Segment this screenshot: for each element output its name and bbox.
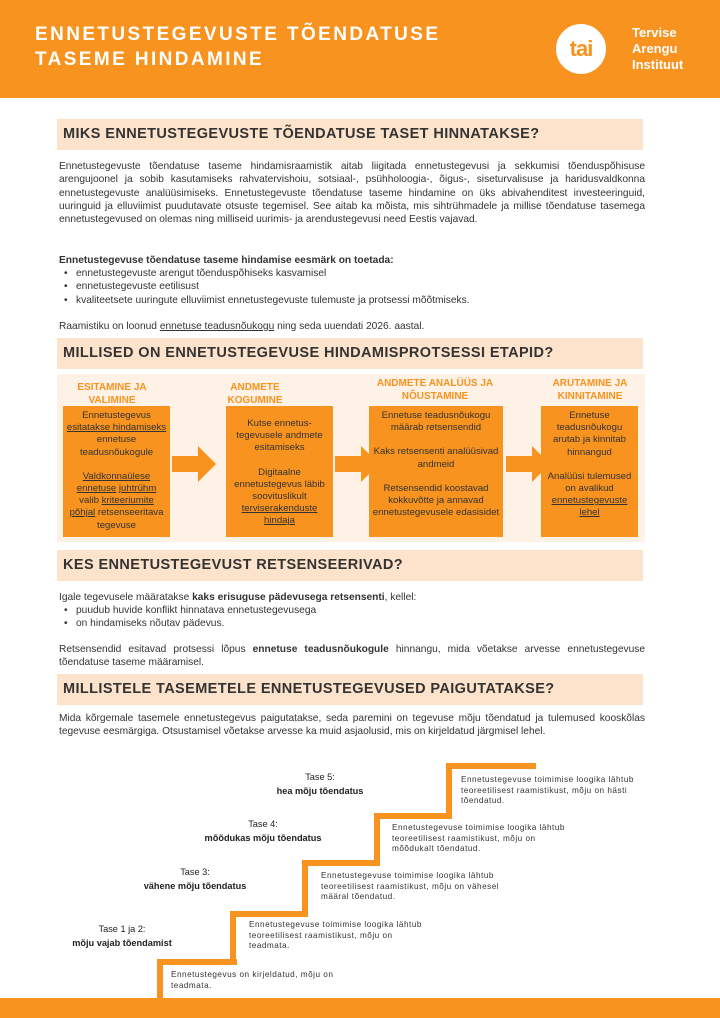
- logo-text-line1: Tervise: [632, 25, 677, 40]
- step-collection-text2a: Digitaalne ennetustegevus läbib soovituslikult: [234, 466, 325, 503]
- reviewers-closing: [59, 643, 645, 670]
- level-1-tread: [157, 959, 237, 965]
- goal-list: [64, 267, 644, 307]
- step-box-approval: [541, 406, 638, 537]
- submission-link[interactable]: esitatakse hindamiseks: [66, 422, 167, 434]
- step-box-submission: [63, 406, 170, 537]
- criteria-link[interactable]: kriteeriumite põhjal: [69, 495, 154, 519]
- step-submission-text1b: ennetuse teadusnõukogule: [79, 434, 154, 458]
- health-app-link[interactable]: terviserakenduste hindaja: [241, 503, 318, 527]
- step-box-analysis: [369, 406, 503, 537]
- page-title-line1: ENNETUSTEGEVUSTE TÕENDATUSE: [35, 24, 441, 45]
- level-4-riser: [374, 813, 380, 865]
- step-submission-end: retsenseeritava tegevuse: [97, 507, 164, 531]
- page-title-line2: TASEME HINDAMINE: [35, 49, 265, 70]
- reviewer-conditions-list: [64, 604, 644, 631]
- steering-group-link2[interactable]: juhtrühm: [118, 483, 157, 495]
- framework-author: [59, 320, 645, 333]
- step-title-approval: ARUTAMINE JA KINNITAMINE: [552, 378, 628, 402]
- level-3-riser: [302, 860, 308, 912]
- level-2-riser: [230, 911, 236, 961]
- level-2-number: Tase 1 ja 2:: [98, 924, 146, 934]
- reviewer-condition-item: • puudub huvide konflikt hinnatava ennetustegevusega: [64, 604, 644, 617]
- level-3-description: Ennetustegevuse toimimise loogika lähtub teoreetilisest raamistikust, mõju on vähesel määral tõendatud.: [321, 871, 500, 902]
- level-4-description: Ennetustegevuse toimimise loogika lähtub teoreetilisest raamistikust, mõju on mõõdukalt tõendatud.: [392, 823, 565, 854]
- level-5-label: [258, 770, 382, 798]
- level-2-tread: [230, 911, 308, 917]
- level-5-riser: [446, 763, 452, 815]
- goal-list-item: • kvaliteetsete uuringute elluviimist ennetustegevuste tulemuste ja protsessi mõõtmiseks.: [64, 294, 644, 307]
- reviewers-closing-post: hinnangu, mida võetakse arvesse ennetustegevuse tõendatuse taseme määramisel.: [59, 644, 646, 669]
- step-collection-text2: [229, 467, 330, 528]
- framework-author-pre: Raamistiku on loonud: [59, 321, 160, 332]
- reviewers-intro-pre: Igale tegevusele määratakse: [59, 592, 193, 603]
- reviewers-intro: [59, 591, 645, 604]
- reviewers-intro-post: , kellel:: [384, 592, 417, 603]
- step-approval-text2: [544, 471, 635, 520]
- page-footer-band: [0, 998, 720, 1018]
- goal-list-item: • ennetustegevuste arengut tõenduspõhiseks kasvamisel: [64, 267, 644, 280]
- council-link[interactable]: ennetuse teadusnõukogu: [159, 321, 275, 332]
- section-heading-why: MIKS ENNETUSTEGEVUSTE TÕENDATUSE TASET HINNATAKSE?: [57, 119, 643, 150]
- step-analysis-text1: Ennetuse teadusnõukogu määrab retsensendid: [381, 410, 491, 434]
- section-heading-levels: MILLISTELE TASEMETELE ENNETUSTEGEVUSED PAIGUTATAKSE?: [57, 674, 643, 705]
- level-4-number: Tase 4:: [248, 819, 278, 829]
- step-collection-text1: Kutse ennetus-tegevusele andmete esitamiseks: [236, 418, 323, 454]
- arrow-1: [172, 446, 216, 482]
- level-1-description: Ennetustegevus on kirjeldatud, mõju on teadmata.: [171, 970, 334, 990]
- reviewers-intro-bold: kaks erisuguse pädevusega retsensenti: [192, 592, 385, 603]
- steering-group-link1[interactable]: Valdkonnaülese ennetuse: [76, 470, 151, 495]
- level-3-tread: [302, 860, 380, 866]
- goal-intro-text: Ennetustegevuse tõendatuse taseme hindamise eesmärk on toetada:: [59, 255, 394, 266]
- activities-page-link[interactable]: ennetustegevuste lehel: [551, 495, 628, 519]
- logo-text-line3: Instituut: [632, 57, 684, 72]
- step-submission-text2: [66, 471, 167, 532]
- step-analysis-text2: Kaks retsensenti analüüsivad andmeid: [373, 446, 499, 470]
- step-box-collection: [226, 406, 333, 537]
- level-2-label: [55, 922, 189, 950]
- step-submission-mid: valib: [79, 495, 99, 507]
- reviewers-closing-pre: Retsensendid esitavad protsessi lõpus: [59, 644, 253, 655]
- step-submission-text1a: Ennetustegevus: [82, 410, 151, 421]
- level-4-tread: [374, 813, 452, 819]
- levels-paragraph: Mida kõrgemale tasemele ennetustegevus paigutatakse, seda paremini on tegevuse mõju tõendatud ja tulemused kooskõlas tegevuse eesmärgiga. Otsustamisel võetakse arvesse ka muid asjaolusid, mis on kirjeldatud järgmisel lehel.: [59, 713, 645, 738]
- section-heading-reviewers: KES ENNETUSTEGEVUST RETSENSEERIVAD?: [57, 550, 643, 581]
- level-3-title: vähene mõju tõendatus: [143, 881, 247, 891]
- goal-intro: [59, 254, 645, 267]
- section-heading-process: MILLISED ON ENNETUSTEGEVUSE HINDAMISPROTSESSI ETAPID?: [57, 338, 643, 369]
- step-title-submission: ESITAMINE JA VALIMINE: [77, 382, 147, 406]
- level-5-number: Tase 5:: [305, 772, 335, 782]
- section-why-paragraph: Ennetustegevuste tõendatuse taseme hindamisraamistik aitab liigitada ennetustegevusi ja sekkumisi tõenduspõhisuse arengujoonel ja sobib kasutamiseks rahvatervishoiu, sotsiaal-, psühholoogia-, õigus-, siseturvalisuse ja haridusvaldkonna ennetustegevuste analüüsimiseks. Ennetustegevuste tõendatuse taseme hindamine on üks abivahenditest investeeringuid, uuringuid ja elluviimist puudutavate otsuste tegemisel. See aitab ka mõista, mis sihtrühmadele ja millise tõendatuse tasemega ennetustegevused on olemas ning milliseid uurimis- ja arendustegevusi need Eestis vajavad.: [59, 161, 645, 226]
- level-5-description: Ennetustegevuse toimimise loogika lähtub teoreetilisest raamistikust, mõju on hästi tõendatud.: [461, 775, 634, 806]
- tai-logo: tai: [556, 24, 606, 74]
- logo-text-line2: Arengu: [632, 41, 678, 56]
- level-5-title: hea mõju tõendatus: [276, 786, 364, 796]
- level-2-description: Ennetustegevuse toimimise loogika lähtub teoreetilisest raamistikust, mõju on teadmata.: [249, 920, 422, 951]
- page-header: [0, 0, 720, 98]
- framework-author-post: ning seda uuendati 2026. aastal.: [274, 321, 425, 332]
- reviewer-condition-item: • on hindamiseks nõutav pädevus.: [64, 617, 644, 630]
- step-approval-text2a: Analüüsi tulemused on avalikud: [547, 470, 632, 495]
- step-approval-text1: Ennetuse teadusnõukogu arutab ja kinnitab hinnangud: [552, 410, 627, 458]
- level-3-label: [120, 865, 270, 893]
- logo-text: [632, 25, 712, 73]
- step-title-analysis: ANDMETE ANALÜÜS JA NÕUSTAMINE: [376, 378, 494, 402]
- step-analysis-text3: Retsensendid koostavad kokkuvõtte ja annavad ennetustegevusele edasisidet: [372, 482, 500, 519]
- page-title: [35, 22, 515, 72]
- level-4-label: [188, 817, 338, 845]
- goal-list-item: • ennetustegevuste eetilisust: [64, 280, 644, 293]
- level-4-title: mõõdukas mõju tõendatus: [204, 833, 322, 843]
- level-2-title: mõju vajab tõendamist: [72, 938, 172, 948]
- step-submission-text1: [66, 410, 167, 459]
- level-3-number: Tase 3:: [180, 867, 210, 877]
- reviewers-closing-bold: ennetuse teadusnõukogule: [252, 644, 389, 655]
- step-title-collection: ANDMETE KOGUMINE: [227, 382, 283, 406]
- level-5-tread: [446, 763, 536, 769]
